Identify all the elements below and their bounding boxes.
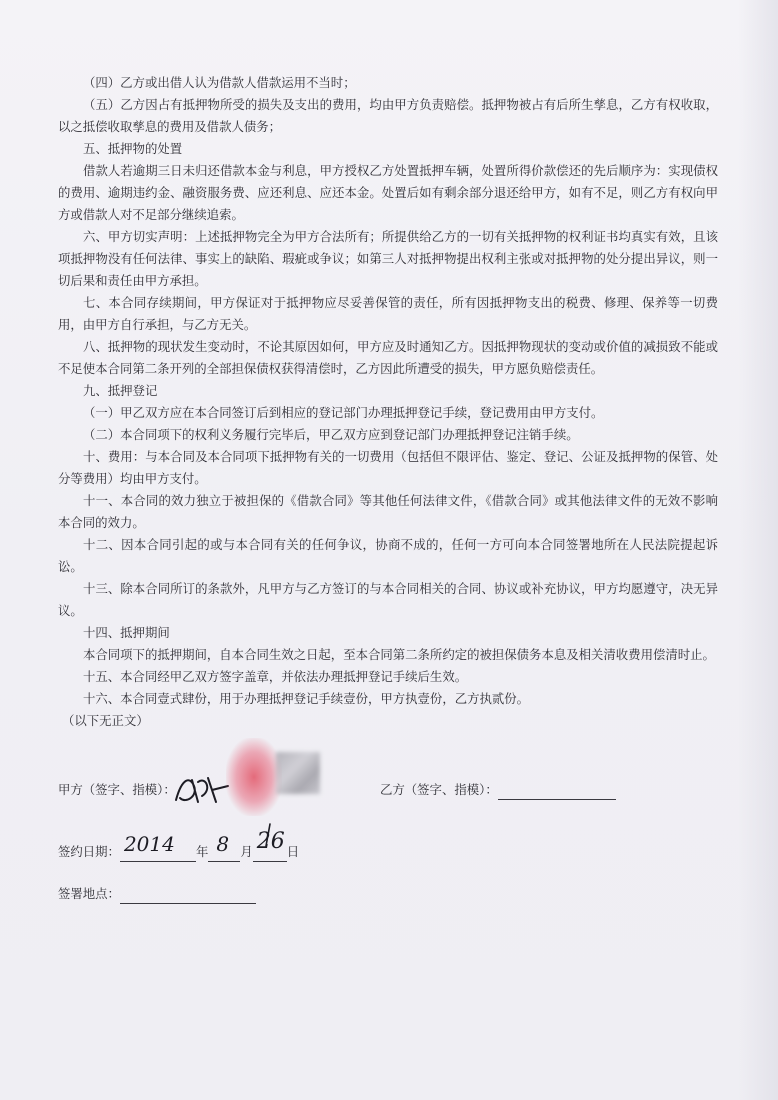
party-a-label: 甲方（签字、指模）： <box>58 782 176 797</box>
contract-paragraph: 十二、因本合同引起的或与本合同有关的任何争议，协商不成的，任何一方可向本合同签署地所在人民法院提起诉讼。 <box>58 537 718 574</box>
place-label: 签署地点： <box>58 886 120 901</box>
month-char: 月 <box>240 844 253 859</box>
signing-place-row <box>58 884 256 904</box>
party-b-signature-row <box>380 780 616 800</box>
contract-paragraph: 十四、抵押期间 <box>83 625 170 640</box>
date-year-handwritten: 2014 <box>123 832 175 856</box>
date-tick-mark <box>262 822 274 850</box>
year-char: 年 <box>195 844 209 859</box>
contract-paragraph: 本合同项下的抵押期间，自本合同生效之日起，至本合同第二条所约定的被担保债务本息及相关清收费用偿清时止。 <box>83 647 715 662</box>
contract-paragraph: 十五、本合同经甲乙双方签字盖章，并依法办理抵押登记手续后生效。 <box>83 669 468 684</box>
contract-paragraph: 五、抵押物的处置 <box>83 141 183 156</box>
contract-paragraph: （四）乙方或出借人认为借款人借款运用不当时； <box>83 75 356 90</box>
signing-place-line <box>120 903 256 904</box>
contract-paragraph: 六、甲方切实声明：上述抵押物完全为甲方合法所有；所提供给乙方的一切有关抵押物的权利证书均真实有效，且该项抵押物没有任何法律、事实上的缺陷、瑕疵或争议；如第三人对抵押物提出权利主张或对抵押物的处分提出异议，则一切后果和责任由甲方承担。 <box>58 229 718 288</box>
page-edge-shadow <box>738 0 778 1100</box>
contract-paragraph: （二）本合同项下的权利义务履行完毕后，甲乙双方应到登记部门办理抵押登记注销手续。 <box>83 427 579 442</box>
date-month-handwritten: 8 <box>216 832 230 856</box>
contract-body <box>58 72 718 732</box>
contract-paragraph: （一）甲乙双方应在本合同签订后到相应的登记部门办理抵押登记手续，登记费用由甲方支付。 <box>83 405 604 420</box>
contract-paragraph: （五）乙方因占有抵押物所受的损失及支出的费用，均由甲方负责赔偿。抵押物被占有后所生孳息，乙方有权收取，以之抵偿收取孳息的费用及借款人债务； <box>58 97 718 134</box>
contract-paragraph: （以下无正文） <box>62 713 149 728</box>
date-day-handwritten: 26 <box>256 829 285 854</box>
redacted-name-mosaic <box>276 752 320 794</box>
party-a-handwritten-signature <box>172 772 232 810</box>
date-label: 签约日期： <box>58 844 120 859</box>
party-b-signature-line <box>498 799 616 800</box>
contract-paragraph: 七、本合同存续期间，甲方保证对于抵押物应尽妥善保管的责任，所有因抵押物支出的税费、修理、保养等一切费用，由甲方自行承担，与乙方无关。 <box>58 295 718 332</box>
contract-paragraph: 十六、本合同壹式肆份，用于办理抵押登记手续壹份，甲方执壹份，乙方执贰份。 <box>83 691 530 706</box>
day-char: 日 <box>286 844 300 859</box>
handwritten-stroke-icon <box>262 822 274 848</box>
contract-paragraph: 九、抵押登记 <box>83 383 158 398</box>
contract-paragraph: 借款人若逾期三日未归还借款本金与利息，甲方授权乙方处置抵押车辆，处置所得价款偿还的先后顺序为：实现债权的费用、逾期违约金、融资服务费、应还利息、应还本金。处置后如有剩余部分退还给甲方，如有不足，则乙方有权向甲方或借款人对不足部分继续追索。 <box>58 163 718 222</box>
contract-paragraph: 十、费用：与本合同及本合同项下抵押物有关的一切费用（包括但不限评估、鉴定、登记、公证及抵押物的保管、处分等费用）均由甲方支付。 <box>58 449 718 486</box>
contract-paragraph: 十一、本合同的效力独立于被担保的《借款合同》等其他任何法律文件，《借款合同》或其他法律文件的无效不影响本合同的效力。 <box>58 493 718 530</box>
contract-paragraph: 十三、除本合同所订的条款外，凡甲方与乙方签订的与本合同相关的合同、协议或补充协议，甲方均愿遵守，决无异议。 <box>58 581 718 618</box>
fingerprint-seal <box>226 738 282 816</box>
signature-scribble-icon <box>172 772 232 808</box>
party-b-label: 乙方（签字、指模）： <box>380 782 498 797</box>
contract-paragraph: 八、抵押物的现状发生变动时，不论其原因如何，甲方应及时通知乙方。因抵押物现状的变动或价值的减损致不能或不足使本合同第二条开列的全部担保债权获得清偿时，乙方因此所遭受的损失，甲方愿负赔偿责任。 <box>58 339 718 376</box>
party-a-signature-row <box>58 780 176 800</box>
